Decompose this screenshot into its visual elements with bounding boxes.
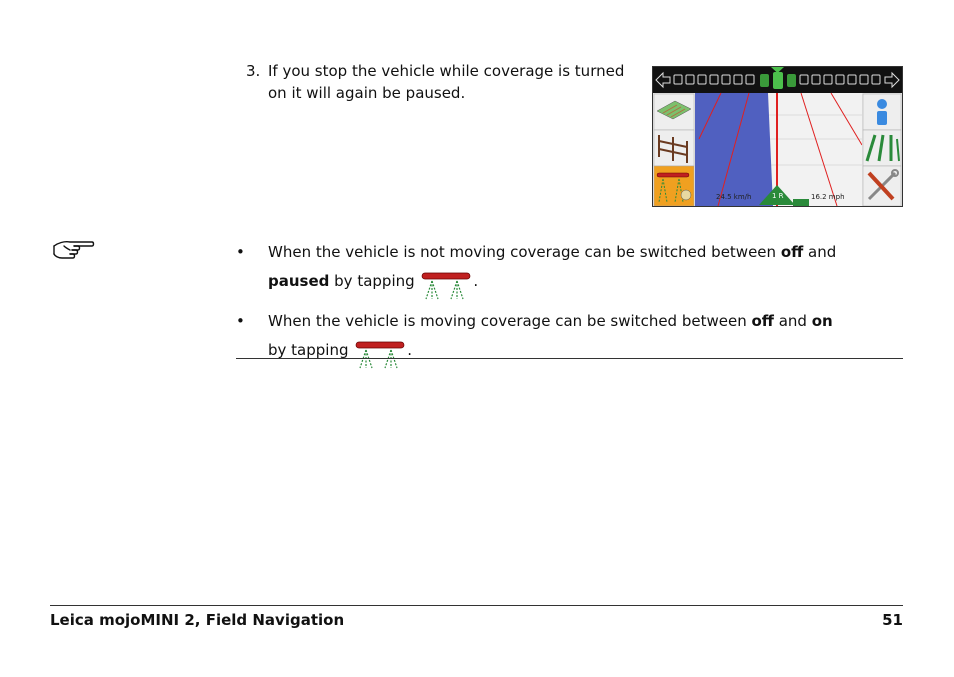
list-item [236,238,906,310]
bullet-text: . [473,272,479,290]
page-number: 51 [882,611,903,629]
coverage-boom-icon [355,341,405,379]
bullet-text: by tapping [329,272,415,290]
boundary-button[interactable] [654,130,694,166]
boom-icon [657,173,689,177]
pointing-hand-icon [52,238,96,266]
info-icon [877,99,887,125]
bullet-text: and [773,312,812,330]
step-text: If you stop the vehicle while coverage is turned on it will again be paused. [268,62,625,102]
lightbar [653,67,902,93]
coverage-toggle-button[interactable] [654,166,694,206]
device-screenshot [652,66,903,207]
bullet-text: by tapping [268,341,349,359]
step-3 [246,60,638,104]
list-item [236,307,906,379]
row-label: 1 R [772,192,784,200]
speed-left: 24.5 km/h [716,193,752,201]
bullet-symbol: • [236,312,245,330]
bold-off: off [751,312,774,330]
bullet-text: . [407,341,413,359]
bold-paused: paused [268,272,330,290]
section-divider [236,358,903,359]
bullet-text: and [803,243,837,261]
step-number: 3. [246,62,261,80]
bullet-text: When the vehicle is moving coverage can be switched between [268,312,752,330]
footer-title: Leica mojoMINI 2, Field Navigation [50,611,345,629]
footer-divider [50,605,903,606]
field-map-button[interactable] [654,94,694,130]
guidance-mode-button[interactable] [863,130,901,166]
vehicle-info-button[interactable] [863,94,901,130]
coverage-boom-icon [421,272,471,310]
speed-right: 16.2 mph [811,193,845,201]
bold-on: on [811,312,833,330]
bold-off: off [780,243,804,261]
settings-button[interactable] [863,166,901,206]
bullet-text: When the vehicle is not moving coverage can be switched between [268,243,781,261]
bullet-symbol: • [236,243,245,261]
